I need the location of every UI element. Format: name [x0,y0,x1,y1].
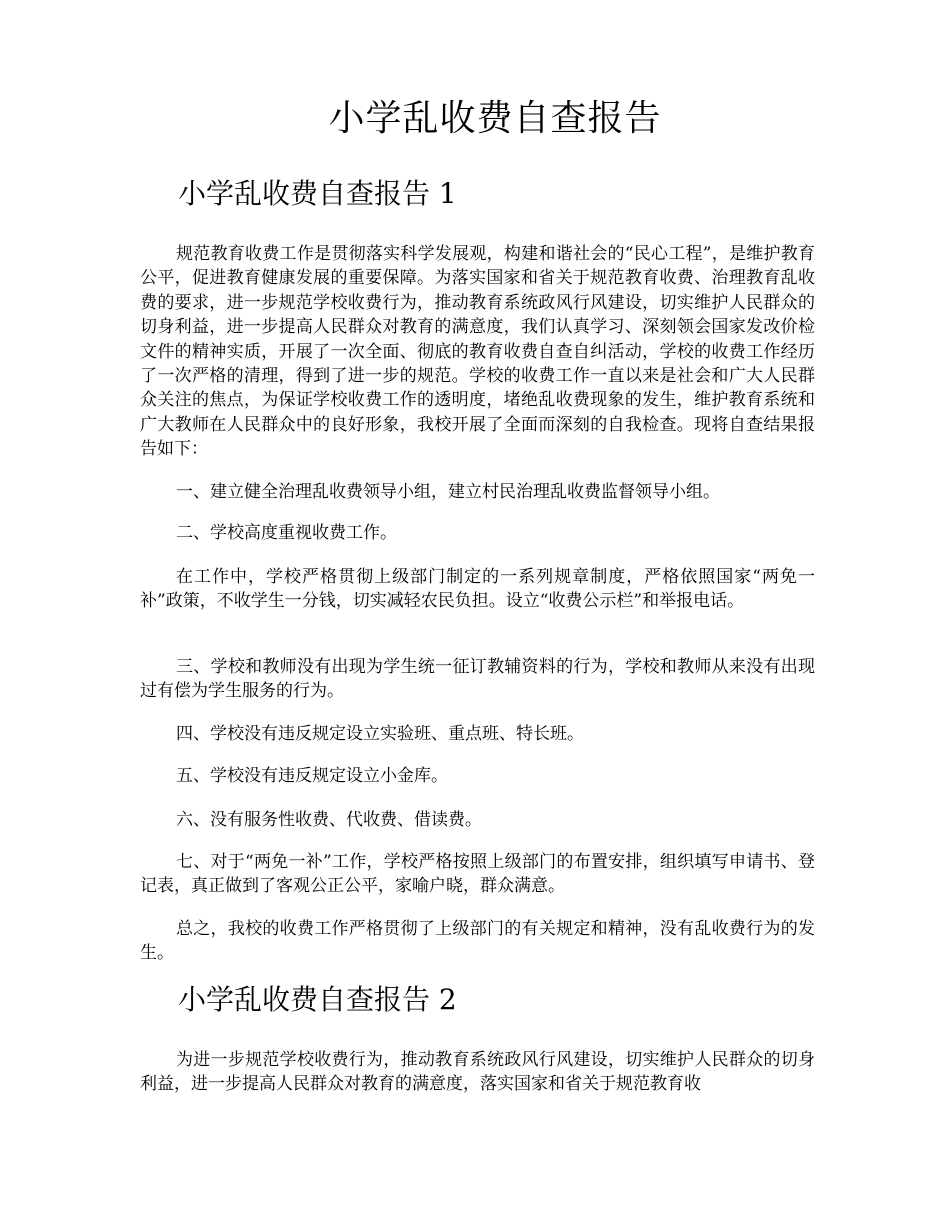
section-heading: 小学乱收费自查报告 1 [178,177,457,210]
paragraph: 为进一步规范学校收费行为，推动教育系统政风行风建设，切实维护人民群众的切身利益，进一步提高人民群众对教育的满意度，落实国家和省关于规范教育收 [140,1050,815,1095]
section-heading: 小学乱收费自查报告 2 [178,983,457,1016]
paragraph: 总之，我校的收费工作严格贯彻了上级部门的有关规定和精神，没有乱收费行为的发生。 [140,919,815,964]
paragraph: 四、学校没有违反规定设立实验班、重点班、特长班。 [176,724,584,744]
paragraph: 五、学校没有违反规定设立小金库。 [176,766,448,786]
paragraph: 二、学校高度重视收费工作。 [176,523,397,543]
paragraph: 三、学校和教师没有出现为学生统一征订教辅资料的行为，学校和教师从来没有出现过有偿为学生服务的行为。 [140,657,815,702]
paragraph: 在工作中，学校严格贯彻上级部门制定的一系列规章制度，严格依照国家“两免一补”政策，不收学生一分钱，切实减轻农民负担。设立“收费公示栏”和举报电话。 [140,567,815,612]
paragraph: 一、建立健全治理乱收费领导小组，建立村民治理乱收费监督领导小组。 [176,482,720,502]
paragraph: 七、对于“两免一补”工作，学校严格按照上级部门的布置安排，组织填写申请书、登记表，真正做到了客观公正公平，家喻户晓，群众满意。 [140,852,815,897]
paragraph: 六、没有服务性收费、代收费、借读费。 [176,810,482,830]
document-title: 小学乱收费自查报告 [328,98,662,139]
paragraph: 规范教育收费工作是贯彻落实科学发展观，构建和谐社会的“民心工程”，是维护教育公平，促进教育健康发展的重要保障。为落实国家和省关于规范教育收费、治理教育乱收费的要求，进一步规范学校收费行为，推动教育系统政风行风建设，切实维护人民群众的切身利益，进一步提高人民群众对教育的满意度，我们认真学习、深刻领会国家发改价检文件的精神实质，开展了一次全面、彻底的教育收费自查自纠活动，学校的收费工作经历了一次严格的清理，得到了进一步的规范。学校的收费工作一直以来是社会和广大人民群众关注的焦点，为保证学校收费工作的透明度，堵绝乱收费现象的发生，维护教育系统和广大教师在人民群众中的良好形象，我校开展了全面而深刻的自我检查。现将自查结果报告如下： [140,244,815,460]
